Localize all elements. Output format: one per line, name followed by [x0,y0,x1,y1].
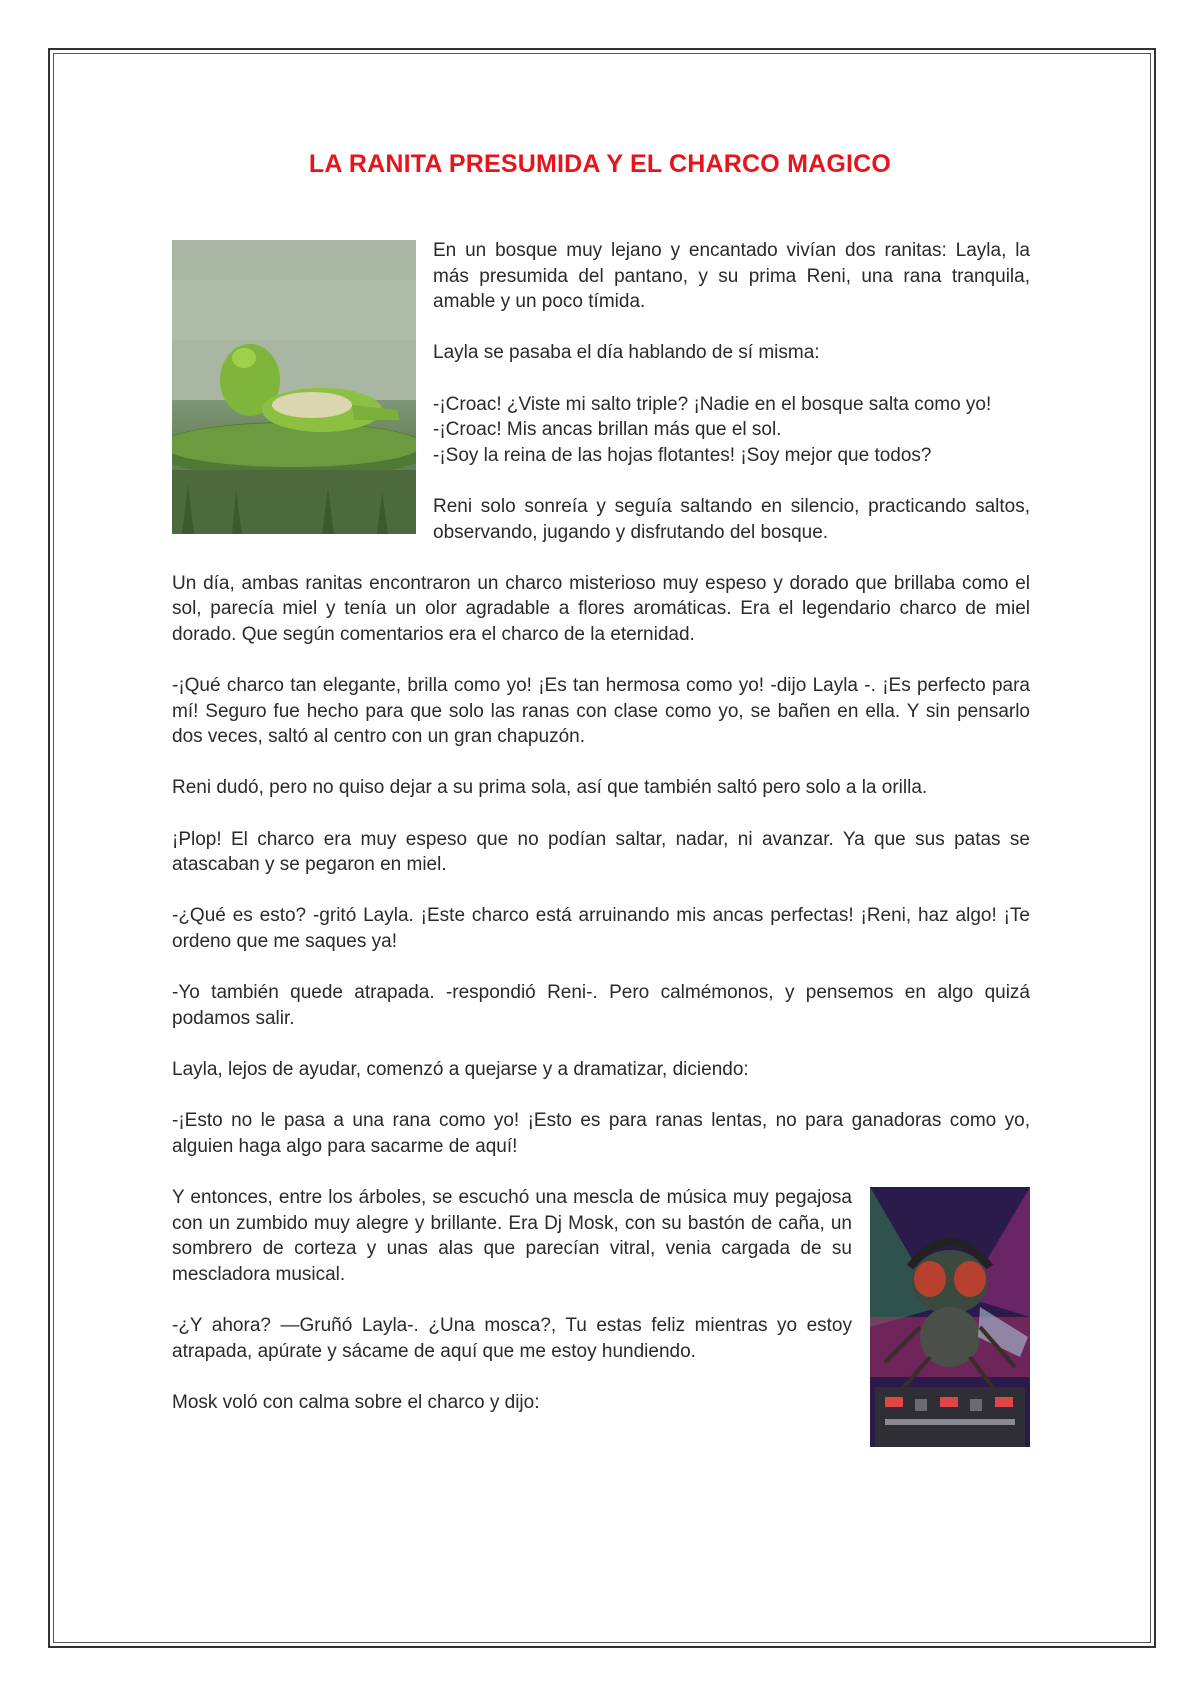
frog-illustration [172,240,416,534]
paragraph: Un día, ambas ranitas encontraron un charco misterioso muy espeso y dorado que brillaba como el sol, parecía miel y tenía un olor agradable a flores aromáticas. Era el legendario charco de miel dorado. Que según comentarios era el charco de la eternidad. [172,572,1030,645]
paragraph: -¿Y ahora? —Gruñó Layla-. ¿Una mosca?, Tu estas feliz mientras yo estoy atrapada, apúrate y sácame de aquí que me estoy hundiendo. [172,1314,852,1362]
paragraph: -¡Qué charco tan elegante, brilla como yo! ¡Es tan hermosa como yo! -dijo Layla -. ¡Es perfecto para mí! Seguro fue hecho para que solo las ranas con clase como yo, se bañen en ella. Y sin pensarlo dos veces, saltó al centro con un gran chapuzón. [172,675,1030,748]
dj-fly-illustration [870,1187,1030,1447]
paragraph: -Yo también quede atrapada. -respondió Reni-. Pero calmémonos, y pensemos en algo quizá podamos salir. [172,982,1030,1029]
dialogue-line: -¡Croac! ¿Viste mi salto triple? ¡Nadie en el bosque salta como yo! [433,393,992,415]
dialogue-line: -¡Croac! Mis ancas brillan más que el sol. [433,419,782,441]
paragraph: Reni dudó, pero no quiso dejar a su prima sola, así que también saltó pero solo a la orilla. [172,777,928,799]
paragraph: ¡Plop! El charco era muy espeso que no podían saltar, nadar, ni avanzar. Ya que sus patas se atascaban y se pegaron en miel. [172,828,1030,876]
paragraph: Layla, lejos de ayudar, comenzó a quejarse y a dramatizar, diciendo: [172,1059,749,1080]
paragraph: En un bosque muy lejano y encantado vivían dos ranitas: Layla, la más presumida del pantano, y su prima Reni, una rana tranquila, amable y un poco tímida. [433,240,1030,313]
paragraph: -¡Esto no le pasa a una rana como yo! ¡Esto es para ranas lentas, no para ganadoras como yo, alguien haga algo para sacarme de aquí! [172,1110,1030,1157]
paragraph: -¿Qué es esto? -gritó Layla. ¡Este charco está arruinando mis ancas perfectas! ¡Reni, haz algo! ¡Te ordeno que me saques ya! [172,905,1030,953]
paragraph: Layla se pasaba el día hablando de sí misma: [433,342,820,364]
paragraph: Reni solo sonreía y seguía saltando en silencio, practicando saltos, observando, jugando y disfrutando del bosque. [433,495,1030,543]
story-body [172,238,1030,1455]
paragraph: Mosk voló con calma sobre el charco y dijo: [172,1391,540,1413]
paragraph: Y entonces, entre los árboles, se escuchó una mescla de música muy pegajosa con un zumbido muy alegre y brillante. Era Dj Mosk, con su bastón de caña, un sombrero de corteza y unas alas que parecían vitral, venia cargada de su mescladora musical. [172,1186,852,1285]
story-title: LA RANITA PRESUMIDA Y EL CHARCO MAGICO [308,150,892,178]
dialogue-line: -¡Soy la reina de las hojas flotantes! ¡Soy mejor que todos? [433,444,932,466]
